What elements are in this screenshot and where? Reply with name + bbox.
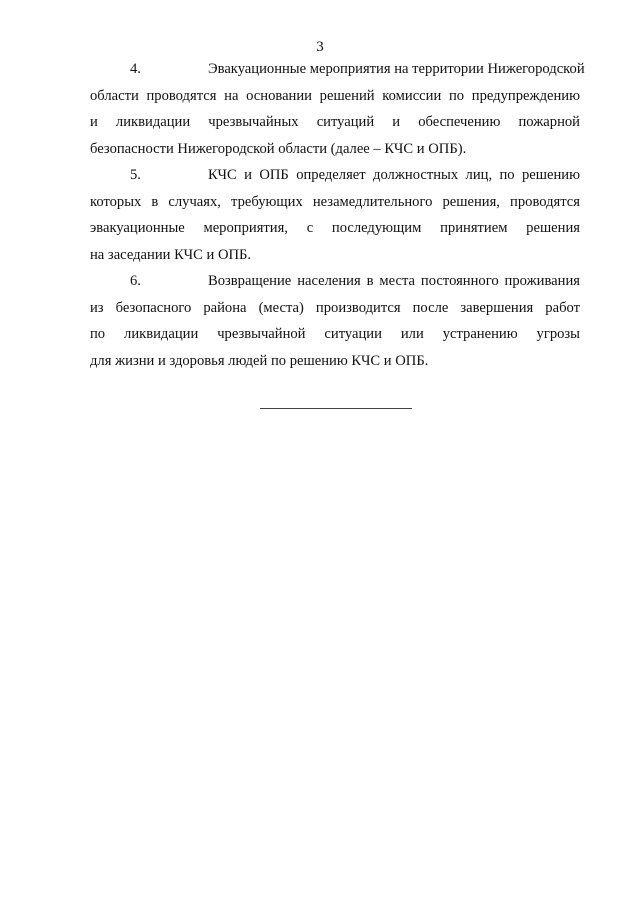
paragraph-line: безопасности Нижегородской области (далее – КЧС и ОПБ).	[90, 140, 467, 157]
paragraph-line: по ликвидации чрезвычайной ситуации или устранению угрозы	[90, 326, 580, 342]
paragraph-line: на заседании КЧС и ОПБ.	[90, 246, 252, 263]
paragraph-number: 5.	[130, 167, 141, 183]
paragraph-6	[90, 268, 580, 374]
paragraph-line: и ликвидации чрезвычайных ситуаций и обеспечению пожарной	[90, 114, 580, 130]
paragraph-line: для жизни и здоровья людей по решению КЧС и ОПБ.	[90, 352, 429, 369]
document-body	[90, 56, 585, 374]
paragraph-5	[90, 162, 580, 268]
paragraph-line: Эвакуационные мероприятия на территории Нижегородской	[208, 61, 585, 77]
end-divider-line	[260, 408, 412, 409]
paragraph-line: Возвращение населения в места постоянного проживания	[208, 273, 580, 289]
paragraph-4	[90, 56, 585, 162]
paragraph-line: эвакуационные мероприятия, с последующим принятием решения	[90, 220, 580, 236]
paragraph-line: которых в случаях, требующих незамедлительного решения, проводятся	[90, 193, 580, 210]
page-number: 3	[316, 39, 324, 55]
paragraph-line: КЧС и ОПБ определяет должностных лиц, по решению	[208, 167, 580, 183]
paragraph-number: 6.	[130, 273, 141, 289]
paragraph-line: области проводятся на основании решений комиссии по предупреждению	[90, 87, 580, 104]
paragraph-number: 4.	[130, 61, 141, 77]
paragraph-line: из безопасного района (места) производится после завершения работ	[90, 299, 580, 316]
